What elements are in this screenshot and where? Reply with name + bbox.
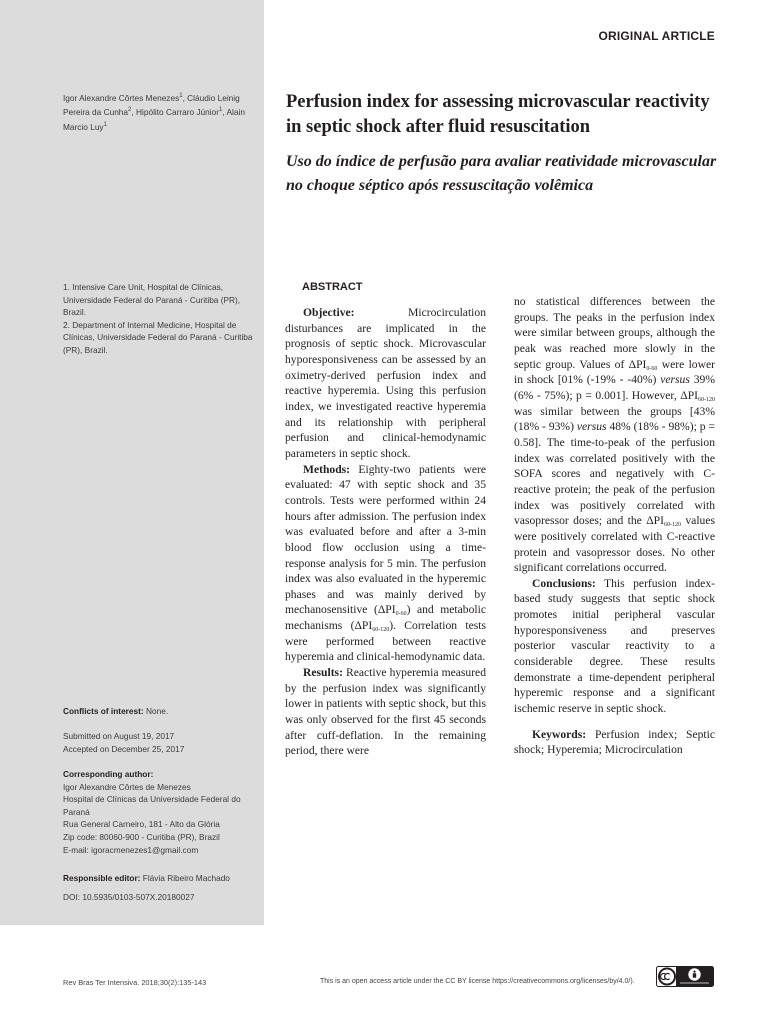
submitted-date: Submitted on August 19, 2017 xyxy=(63,731,175,741)
cc-by-license-icon[interactable] xyxy=(656,966,714,987)
abstract-heading: ABSTRACT xyxy=(302,281,363,293)
corresponding-institution: Hospital de Clínicas da Universidade Federal do Paraná xyxy=(63,794,241,817)
corresponding-name: Igor Alexandre Côrtes de Menezes xyxy=(63,781,191,792)
submission-dates xyxy=(63,730,255,755)
accepted-date: Accepted on December 25, 2017 xyxy=(63,743,185,754)
corresponding-label: Corresponding author: xyxy=(63,769,154,779)
journal-citation: Rev Bras Ter Intensiva. 2018;30(2):135-143 xyxy=(63,978,207,987)
corresponding-zip: Zip code: 80060-900 - Curitiba (PR), Brazil xyxy=(63,831,220,842)
conflicts-label: Conflicts of interest: xyxy=(63,706,144,716)
doi-text[interactable]: DOI: 10.5935/0103-507X.20180027 xyxy=(63,892,195,902)
article-title: Perfusion index for assessing microvascular reactivity in septic shock after fluid resuscitation xyxy=(286,92,710,137)
corresponding-email[interactable]: E-mail: igoracmenezes1@gmail.com xyxy=(63,844,199,855)
affiliation-1: 1. Intensive Care Unit, Hospital de Clínicas, Universidade Federal do Paraná - Curitiba (PR), Brazil. xyxy=(63,282,241,318)
editor-value: Flávia Ribeiro Machado xyxy=(142,873,230,883)
doi[interactable] xyxy=(63,891,255,904)
article-type-label: ORIGINAL ARTICLE xyxy=(598,29,715,43)
editor-label: Responsible editor: xyxy=(63,873,141,883)
corresponding-author xyxy=(63,768,255,856)
abstract-column-2: no statistical differences between the groups. The peaks in the perfusion index were similar between groups, although the peak was reached more slowly in the septic group. Values of $\Delta PI_{0-60}$ were lower in shock [01% (-19% - -40%) versus 39% (6% - 75%); p = 0.001]. However, $\Delta PI_{60-120}$ was similar between the groups [43% (18% - 93%) versus 48% (18% - 98%); p = 0.58]. The time-to-peak of the perfusion index was correlated positively with the SOFA scores and negatively with C-reactive protein; the peak of the perfusion index was positively correlated with vasopressor doses; and the $\Delta PI_{60-120}$ values were positively correlated with C-reactive protein and vasopressor doses. No other significant correlations occurred. Conclusions: This perfusion index-based study suggests that septic shock promotes initial peripheral vascular hyporesponsiveness and preserves posterior vascular reactivity to a considerable degree. These results demonstrate a time-dependent peripheral hyperemic response and a significant ischemic reserve in septic shock. Keywords: Perfusion index; Septic shock; Hyperemia; Microcirculation xyxy=(514,295,715,757)
affiliations xyxy=(63,281,255,357)
abstract-column-1: Objective: Microcirculation disturbances are implicated in the prognosis of septic shock. Microvascular hyporesponsiveness can be assessed by an oximetry-derived perfusion index and reactive hyperemia. Using this perfusion index, we investigated reactive hyperemia and its relationship with peripheral perfusion and clinical-hemodynamic parameters in septic shock. Methods: Eighty-two patients were evaluated: 47 with septic shock and 35 controls. Tests were performed within 24 hours after admission. The perfusion index was evaluated before and after a 3-min blood flow occlusion using a time-response analysis for 5 min. The perfusion index was also evaluated in the hyperemic phases and was mainly derived by mechanosensitive $(\Delta PI_{0-60})$ and metabolic mechanisms $(\Delta PI_{60-120})$. Correlation tests were performed between reactive hyperemia and clinical-hemodynamic data. Results: Reactive hyperemia measured by the perfusion index was significantly lower in patients with septic shock, but this was only observed for the first 45 seconds after cuff-deflation. In the remaining period, there were xyxy=(285,306,486,758)
license-statement[interactable]: This is an open access article under the CC BY license https://creativecommons.org/licenses/by/4.0/). xyxy=(320,978,635,985)
affiliation-2: 2. Department of Internal Medicine, Hospital de Clínicas, Universidade Federal do Paraná - Curitiba (PR), Brazil. xyxy=(63,319,253,355)
conflicts-of-interest xyxy=(63,705,255,718)
author-list: Igor Alexandre Côrtes Menezes$^1$, Cláudio Leinig Pereira da Cunha$^2$, Hipólito Carraro Júnior$^1$, Alain Marcio Luy$^1$ xyxy=(63,92,245,132)
conflicts-value: None. xyxy=(145,706,169,716)
article-subtitle: Uso do índice de perfusão para avaliar reatividade microvascular no choque séptico após ressuscitação volêmica xyxy=(286,153,717,194)
corresponding-street: Rua General Carneiro, 181 - Alto da Glória xyxy=(63,819,220,830)
responsible-editor xyxy=(63,872,255,885)
